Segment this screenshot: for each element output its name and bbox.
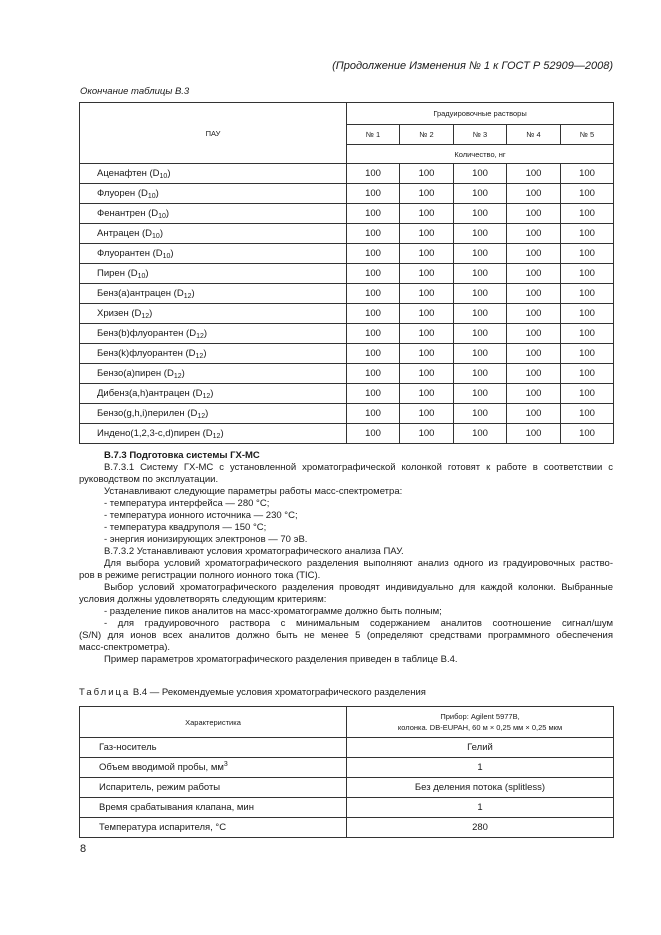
quantity-cell: 100: [561, 364, 614, 384]
table-b4: [79, 706, 614, 838]
table-row: [80, 404, 614, 424]
quantity-cell: 100: [454, 264, 507, 284]
table-row: [80, 818, 614, 838]
quantity-cell: 100: [561, 204, 614, 224]
paragraph: Для выбора условий хроматографического разделения выполняют анализ одного из градуировочных раство-: [104, 558, 613, 569]
quantity-cell: 100: [507, 324, 561, 344]
pah-name: Бензо(а)пирен $(D_{12})$: [80, 364, 347, 384]
table-b3-caption: Окончание таблицы В.3: [80, 86, 190, 97]
quantity-cell: 100: [400, 424, 454, 444]
table-row: [80, 798, 614, 818]
quantity-cell: 100: [454, 424, 507, 444]
page-header: (Продолжение Изменения № 1 к ГОСТ Р 52909—2008): [332, 60, 613, 72]
quantity-cell: 100: [561, 264, 614, 284]
value-cell: 280: [347, 818, 614, 838]
quantity-cell: 100: [507, 184, 561, 204]
quantity-cell: 100: [400, 224, 454, 244]
table-b3: [79, 102, 614, 444]
quantity-cell: 100: [561, 184, 614, 204]
quantity-cell: 100: [454, 164, 507, 184]
pah-name: Индено(1,2,3-c,d)пирен $(D_{12})$: [80, 424, 347, 444]
pah-name: Флуорантен $(D_{10})$: [80, 244, 347, 264]
table-row: [80, 304, 614, 324]
quantity-cell: 100: [347, 304, 400, 324]
quantity-cell: 100: [454, 344, 507, 364]
characteristic-cell: Испаритель, режим работы: [80, 778, 347, 798]
page-number: 8: [80, 843, 87, 855]
device-header-line: Прибор: Agilent 5977B,: [440, 712, 520, 721]
quantity-cell: 100: [507, 424, 561, 444]
list-item: - энергия ионизирующих электронов — 70 эВ.: [104, 534, 308, 545]
quantity-cell: 100: [561, 424, 614, 444]
table-b4-caption: [79, 687, 426, 698]
quantity-cell: 100: [454, 384, 507, 404]
quantity-cell: 100: [507, 244, 561, 264]
quantity-cell: 100: [561, 164, 614, 184]
quantity-cell: 100: [454, 284, 507, 304]
table-row: [80, 244, 614, 264]
paragraph: руководством по эксплуатации.: [79, 474, 219, 485]
paragraph: Выбор условий хроматографического разделения проводят индивидуально для каждой колонки. Выбранные: [104, 582, 613, 593]
quantity-cell: 100: [507, 284, 561, 304]
pah-name: Бенз(а)антрацен $(D_{12})$: [80, 284, 347, 304]
table-row: [80, 264, 614, 284]
device-header-line: колонка. DB-EUPAH, 60 м × 0,25 мм × 0,25 мкм: [397, 723, 563, 732]
quantity-cell: 100: [507, 344, 561, 364]
col-pah-header: ПАУ: [80, 103, 347, 164]
table-row: [80, 224, 614, 244]
quantity-cell: 100: [400, 324, 454, 344]
table-row: [80, 204, 614, 224]
quantity-cell: 100: [454, 244, 507, 264]
list-item: - для градуировочного раствора с минимальным содержанием аналитов соотношение сигнал/шум: [104, 618, 613, 629]
solution-header: № 2: [400, 125, 454, 145]
quantity-cell: 100: [561, 304, 614, 324]
solution-header: № 4: [507, 125, 561, 145]
quantity-cell: 100: [347, 384, 400, 404]
quantity-cell: 100: [507, 364, 561, 384]
table-row: [80, 164, 614, 184]
table-row: [80, 344, 614, 364]
quantity-cell: 100: [454, 404, 507, 424]
table-row: [80, 384, 614, 404]
quantity-cell: 100: [347, 364, 400, 384]
section-b73: [79, 450, 613, 666]
characteristic-header: Характеристика: [80, 707, 347, 738]
quantity-cell: 100: [400, 384, 454, 404]
quantity-cell: 100: [400, 184, 454, 204]
quantity-cell: 100: [400, 364, 454, 384]
quantity-cell: 100: [454, 224, 507, 244]
table-row: [80, 184, 614, 204]
quantity-cell: 100: [347, 264, 400, 284]
table-row: [80, 324, 614, 344]
table-row: [80, 424, 614, 444]
quantity-cell: 100: [347, 164, 400, 184]
table-row: [80, 758, 614, 778]
pah-name: Бенз(k)флуорантен $(D_{12})$: [80, 344, 347, 364]
quantity-cell: 100: [347, 184, 400, 204]
value-cell: Без деления потока (splitless): [347, 778, 614, 798]
characteristic-cell: Время срабатывания клапана, мин: [80, 798, 347, 818]
solutions-group-header: Градуировочные растворы: [347, 103, 614, 125]
pah-name: Аценафтен $(D_{10})$: [80, 164, 347, 184]
quantity-cell: 100: [400, 244, 454, 264]
list-item: масс-спектрометра).: [79, 642, 171, 653]
quantity-cell: 100: [561, 244, 614, 264]
quantity-cell: 100: [507, 224, 561, 244]
quantity-cell: 100: [347, 344, 400, 364]
quantity-cell: 100: [507, 264, 561, 284]
pah-name: Бенз(b)флуорантен $(D_{12})$: [80, 324, 347, 344]
pah-name: Хризен $(D_{12})$: [80, 304, 347, 324]
pah-name: Фенантрен $(D_{10})$: [80, 204, 347, 224]
table-row: [80, 284, 614, 304]
table-row: [80, 738, 614, 758]
list-item: (S/N) для ионов всех аналитов должно быть не менее 5 (определяют средствами программного обеспечения: [79, 630, 613, 641]
quantity-cell: 100: [507, 304, 561, 324]
quantity-cell: 100: [454, 204, 507, 224]
quantity-cell: 100: [347, 324, 400, 344]
quantity-cell: 100: [561, 344, 614, 364]
quantity-cell: 100: [454, 184, 507, 204]
value-cell: Гелий: [347, 738, 614, 758]
quantity-cell: 100: [347, 204, 400, 224]
quantity-cell: 100: [347, 424, 400, 444]
table-row: [80, 364, 614, 384]
quantity-cell: 100: [561, 284, 614, 304]
quantity-cell: 100: [347, 224, 400, 244]
paragraph: В.7.3.1 Систему ГХ-МС с установленной хроматографической колонкой готовят к работе в соответствии с: [104, 462, 613, 473]
list-item: - температура квадруполя — 150 °С;: [104, 522, 267, 533]
quantity-cell: 100: [454, 324, 507, 344]
quantity-cell: 100: [400, 344, 454, 364]
quantity-cell: 100: [347, 404, 400, 424]
quantity-cell: 100: [561, 224, 614, 244]
characteristic-cell: Объем вводимой пробы, $мм^3$: [80, 758, 347, 778]
quantity-cell: 100: [454, 364, 507, 384]
quantity-cell: 100: [454, 304, 507, 324]
quantity-header: Количество, нг: [347, 145, 614, 164]
table-word: Таблица: [79, 687, 131, 698]
solution-header: № 1: [347, 125, 400, 145]
quantity-cell: 100: [400, 204, 454, 224]
section-heading: В.7.3 Подготовка системы ГХ-МС: [104, 450, 260, 461]
characteristic-cell: Температура испарителя, °С: [80, 818, 347, 838]
quantity-cell: 100: [507, 204, 561, 224]
pah-name: Дибенз(а,h)антрацен $(D_{12})$: [80, 384, 347, 404]
quantity-cell: 100: [347, 284, 400, 304]
table-title: В.4 — Рекомендуемые условия хроматографического разделения: [130, 687, 426, 698]
paragraph: Устанавливают следующие параметры работы масс-спектрометра:: [104, 486, 403, 497]
quantity-cell: 100: [561, 384, 614, 404]
quantity-cell: 100: [347, 244, 400, 264]
quantity-cell: 100: [400, 164, 454, 184]
paragraph: В.7.3.2 Устанавливают условия хроматографического анализа ПАУ.: [104, 546, 404, 557]
pah-name: Флуорен $(D_{10})$: [80, 184, 347, 204]
paragraph: условия должны удовлетворять следующим критериям:: [79, 594, 327, 605]
value-cell: 1: [347, 758, 614, 778]
quantity-cell: 100: [507, 384, 561, 404]
quantity-cell: 100: [561, 404, 614, 424]
quantity-cell: 100: [400, 404, 454, 424]
list-item: - температура интерфейса — 280 °С;: [104, 498, 270, 509]
value-cell: 1: [347, 798, 614, 818]
device-header: [347, 707, 614, 738]
quantity-cell: 100: [400, 304, 454, 324]
paragraph: Пример параметров хроматографического разделения приведен в таблице В.4.: [104, 654, 458, 665]
paragraph: ров в режиме регистрации полного ионного тока (TIC).: [79, 570, 321, 581]
quantity-cell: 100: [507, 404, 561, 424]
quantity-cell: 100: [400, 264, 454, 284]
solution-header: № 5: [561, 125, 614, 145]
pah-name: Пирен $(D_{10})$: [80, 264, 347, 284]
pah-name: Антрацен $(D_{10})$: [80, 224, 347, 244]
list-item: - температура ионного источника — 230 °С;: [104, 510, 298, 521]
characteristic-cell: Газ-носитель: [80, 738, 347, 758]
solution-header: № 3: [454, 125, 507, 145]
list-item: - разделение пиков аналитов на масс-хроматограмме должно быть полным;: [104, 606, 442, 617]
table-row: [80, 778, 614, 798]
quantity-cell: 100: [400, 284, 454, 304]
quantity-cell: 100: [561, 324, 614, 344]
quantity-cell: 100: [507, 164, 561, 184]
pah-name: Бензо(g,h,i)перилен $(D_{12})$: [80, 404, 347, 424]
